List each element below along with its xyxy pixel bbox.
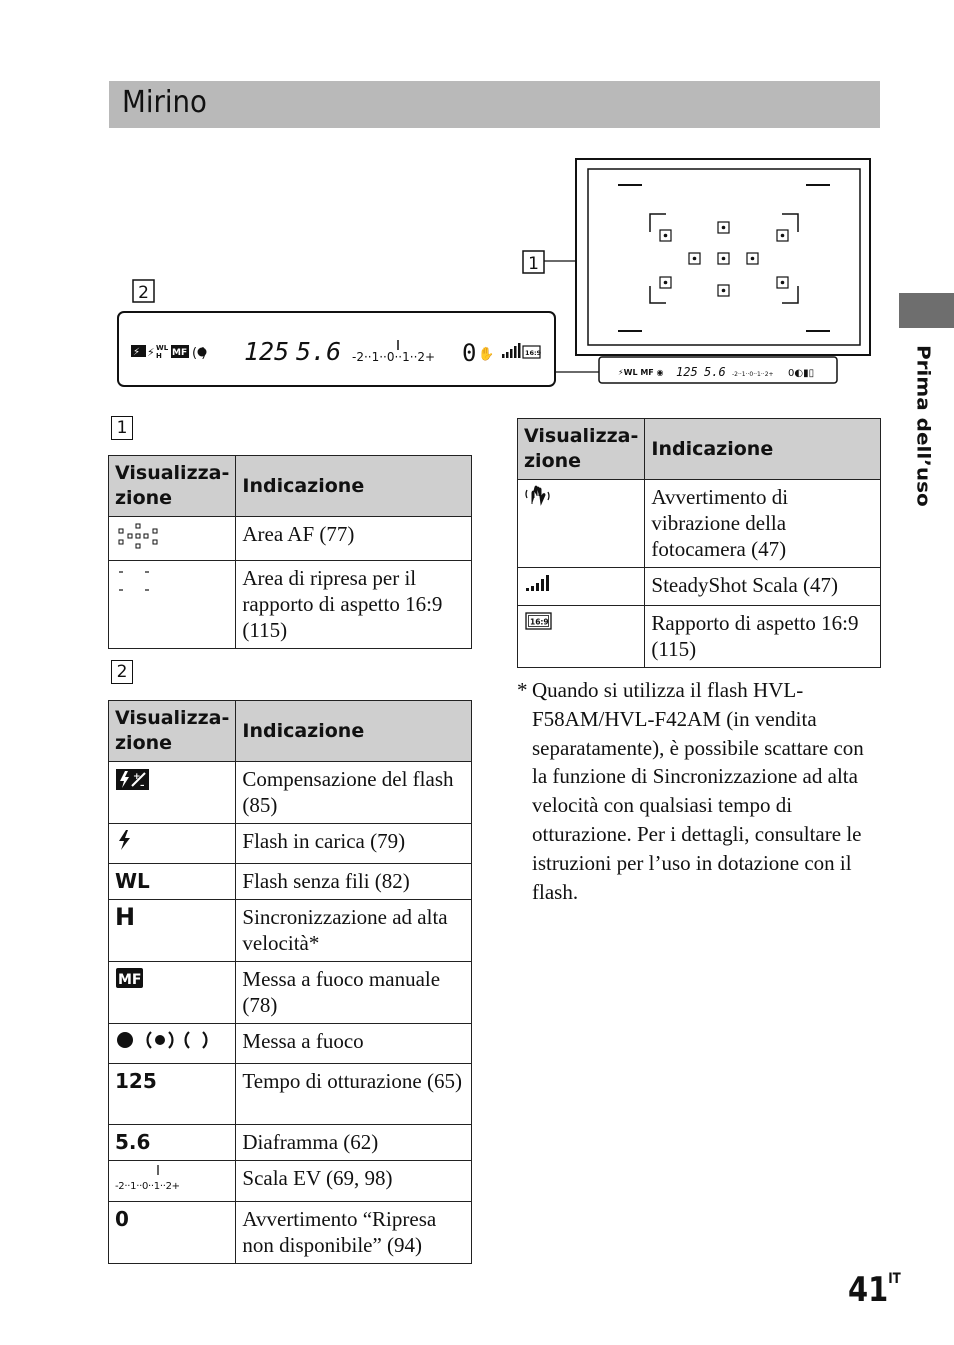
svg-text:✋: ✋ [478, 347, 495, 362]
diagram-label-2: 2 [138, 283, 149, 303]
table-row [109, 1064, 472, 1125]
footnote-text: Quando si utilizza il flash HVL-F58AM/HVL-F42AM (in vendita separatamente), è possibile scattare con la funzione di Sincronizzazione ad alta velocità con qualsiasi tempo di otturazione. Per i dettagli, consultare le istruzioni per l’uso in dotazione con il flash. [532, 678, 864, 904]
table-row [109, 900, 472, 962]
lcd-shutter-value: 125 [244, 337, 290, 366]
table-header-display: Visualizza-zione [109, 701, 236, 762]
af-area-symbol [109, 517, 236, 561]
row-text: Avvertimento di vibrazione della fotocamera (47) [645, 480, 881, 568]
ev-scale-tick-icon [156, 1165, 160, 1177]
mf-icon [115, 966, 145, 990]
svg-text:⚡: ⚡ [133, 347, 141, 358]
svg-text:–: – [140, 781, 145, 791]
section-2-number: 2 [111, 660, 133, 684]
lcd-zero-warning: 0 [462, 339, 477, 367]
row-text: Scala EV (69, 98) [236, 1161, 472, 1202]
lcd-ev-scale: -2··1··0··1··2+ [352, 350, 436, 364]
table-header-indication: Indicazione [645, 419, 881, 480]
table-row [109, 1161, 472, 1202]
row-text: Messa a fuoco [236, 1024, 472, 1064]
row-text: Messa a fuoco manuale (78) [236, 962, 472, 1024]
ev-scale-symbol: -2··1··0··1··2+ [115, 1181, 180, 1192]
small-lcd-aperture: 5.6 [704, 365, 726, 379]
table-section-2 [108, 700, 472, 1264]
high-speed-sync-symbol: H [109, 900, 236, 962]
table-row [109, 962, 472, 1024]
svg-text:0◐▮▯: 0◐▮▯ [788, 368, 815, 379]
row-text: Area AF (77) [236, 517, 472, 561]
table-header-indication: Indicazione [236, 701, 472, 762]
aspect-marks-icon [115, 565, 155, 595]
lcd-aperture-value: 5.6 [296, 337, 342, 366]
row-text: Diaframma (62) [236, 1125, 472, 1161]
steadyshot-scale-icon [524, 572, 552, 594]
svg-text:-2··1··0··1··2+: -2··1··0··1··2+ [732, 371, 774, 378]
small-lcd-shutter: 125 [676, 365, 698, 379]
section-title-bar [109, 81, 880, 128]
row-text: Tempo di otturazione (65) [236, 1064, 472, 1125]
row-text: Rapporto di aspetto 16:9 (115) [645, 606, 881, 668]
shutter-speed-symbol: 125 [109, 1064, 236, 1125]
lcd-info-panel [118, 312, 599, 386]
row-text: Avvertimento “Ripresa non disponibile” (94) [236, 1202, 472, 1264]
focus-indicator-icon [115, 1028, 210, 1052]
table-header-display: Visualizza-zione [518, 419, 645, 480]
table-section-1 [108, 455, 472, 649]
viewfinder-frame [576, 159, 870, 383]
wireless-flash-symbol: WL [109, 864, 236, 900]
aperture-symbol: 5.6 [109, 1125, 236, 1161]
svg-text:( ): ( ) [192, 346, 207, 361]
table-row [518, 568, 881, 606]
table-row [109, 561, 472, 649]
svg-text:16:9: 16:9 [530, 617, 549, 627]
table-row [109, 1024, 472, 1064]
table-row [518, 606, 881, 668]
row-text: Flash senza fili (82) [236, 864, 472, 900]
table-header-indication: Indicazione [236, 456, 472, 517]
camera-shake-icon [524, 484, 552, 508]
af-area-icon [115, 521, 165, 549]
side-tab-marker [899, 293, 954, 328]
table-row [109, 1202, 472, 1264]
aspect-area-symbol [109, 561, 236, 649]
table-header-display: Visualizza-zione [109, 456, 236, 517]
svg-text:MF: MF [118, 972, 142, 988]
table-row [109, 762, 472, 824]
section-1-number: 1 [111, 416, 133, 440]
aspect-16-9-icon [524, 610, 554, 632]
row-text: SteadyShot Scala (47) [645, 568, 881, 606]
no-shooting-warning-symbol: 0 [109, 1202, 236, 1264]
table-row [109, 864, 472, 900]
table-row [109, 824, 472, 864]
row-text: Area di ripresa per il rapporto di aspetto 16:9 (115) [236, 561, 472, 649]
svg-text:16:9: 16:9 [525, 349, 542, 357]
side-section-label: Prima dell’uso [913, 345, 935, 507]
svg-text:+: + [133, 772, 141, 782]
svg-text:⚡: ⚡ [147, 346, 155, 359]
diagram-label-1: 1 [528, 254, 539, 274]
table-row [518, 480, 881, 568]
svg-text:MF: MF [172, 348, 188, 358]
page-number-suffix: IT [888, 1271, 901, 1287]
row-text: Flash in carica (79) [236, 824, 472, 864]
table-row [109, 517, 472, 561]
page-number [848, 1270, 901, 1310]
svg-text:WL: WL [156, 344, 169, 352]
table-section-3 [517, 418, 881, 668]
svg-text:⚡WL MF ◉: ⚡WL MF ◉ [618, 368, 664, 377]
footnote-marker: * [517, 678, 528, 702]
flash-charge-icon [115, 828, 135, 852]
footnote [517, 676, 877, 906]
row-text: Sincronizzazione ad alta velocità* [236, 900, 472, 962]
viewfinder-diagram [110, 150, 880, 395]
page-title: Mirino [122, 85, 207, 120]
svg-text:H: H [156, 352, 162, 360]
flash-compensation-icon [115, 766, 151, 792]
table-row [109, 1125, 472, 1161]
row-text: Compensazione del flash (85) [236, 762, 472, 824]
page-number-value: 41 [848, 1270, 889, 1310]
